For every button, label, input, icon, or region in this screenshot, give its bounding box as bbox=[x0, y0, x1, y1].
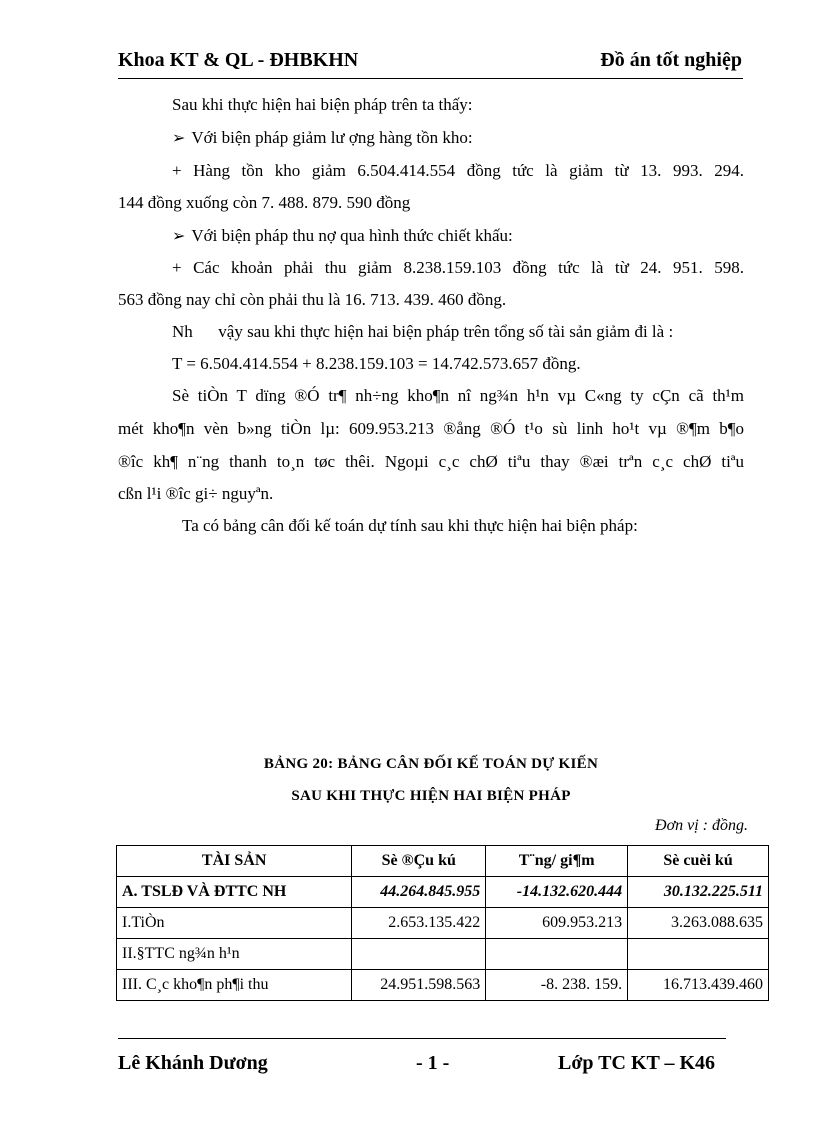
balance-sheet-table bbox=[116, 845, 769, 1001]
opening-value: 2.653.135.422 bbox=[352, 908, 486, 939]
change-value bbox=[486, 939, 628, 970]
garbled-paragraph-line-4: cßn l¹i ®îc gi÷ nguyªn. bbox=[118, 484, 274, 503]
col-header-opening: Sè ®Çu kú bbox=[352, 846, 486, 877]
table-row bbox=[117, 939, 769, 970]
receivables-detail-line-2: 563 đồng nay chỉ còn phải thu là 16. 713. 439. 460 đồng. bbox=[118, 290, 507, 309]
footer-class: Lớp TC KT – K46 bbox=[558, 1052, 716, 1074]
closing-value bbox=[628, 939, 769, 970]
table-row bbox=[117, 970, 769, 1001]
table-title-line-1: BẢNG 20: BẢNG CÂN ĐỐI KẾ TOÁN DỰ KIẾN bbox=[263, 756, 599, 772]
garbled-paragraph-line-2: mét kho¶n vèn b»ng tiÒn lµ: 609.953.213 ®ång ®Ó t¹o sù linh ho¹t vµ ®¶m b¶o bbox=[118, 419, 744, 438]
opening-value bbox=[352, 939, 486, 970]
table-row bbox=[117, 908, 769, 939]
col-header-closing: Sè cuèi kú bbox=[628, 846, 769, 877]
closing-value: 3.263.088.635 bbox=[628, 908, 769, 939]
header-department: Khoa KT & QL - ĐHBKHN bbox=[118, 49, 359, 71]
unit-label: Đơn vị : đồng. bbox=[655, 817, 748, 834]
equation-line: T = 6.504.414.554 + 8.238.159.103 = 14.742.573.657 đồng. bbox=[172, 354, 581, 373]
col-header-assets: TÀI SẢN bbox=[117, 846, 352, 877]
row-label: III. C¸c kho¶n ph¶i thu bbox=[117, 970, 352, 1001]
header-doc-type: Đồ án tốt nghiệp bbox=[600, 49, 742, 71]
row-label: I.TiÒn bbox=[117, 908, 352, 939]
bullet-inventory bbox=[172, 128, 473, 148]
garbled-paragraph-line-1: Sè tiÒn T dïng ®Ó tr¶ nh÷ng kho¶n nî ng¾n h¹n vµ C«ng ty cÇn cã th¹m bbox=[172, 386, 744, 405]
total-decrease-line: Nh vậy sau khi thực hiện hai biện pháp trên tổng số tài sản giảm đi là : bbox=[172, 322, 674, 341]
arrow-bullet-icon: ➢ bbox=[172, 228, 186, 245]
garbled-paragraph-line-3: ®îc kh¶ n¨ng thanh to¸n tøc thêi. Ngoµi c¸c chØ tiªu thay ®æi trªn c¸c chØ tiªu bbox=[118, 452, 744, 471]
inventory-detail-line-2: 144 đồng xuống còn 7. 488. 879. 590 đồng bbox=[118, 193, 411, 212]
opening-value: 44.264.845.955 bbox=[352, 877, 486, 908]
col-header-change: T¨ng/ gi¶m bbox=[486, 846, 628, 877]
intro-line: Sau khi thực hiện hai biện pháp trên ta thấy: bbox=[172, 95, 473, 114]
table-intro-line: Ta có bảng cân đối kế toán dự tính sau khi thực hiện hai biện pháp: bbox=[182, 516, 638, 535]
row-label: A. TSLĐ VÀ ĐTTC NH bbox=[117, 877, 352, 908]
receivables-detail-line-1: + Các khoản phải thu giảm 8.238.159.103 đồng tức là từ 24. 951. 598. bbox=[172, 258, 744, 277]
table-header-row bbox=[117, 846, 769, 877]
footer-author: Lê Khánh Dương bbox=[118, 1052, 268, 1074]
opening-value: 24.951.598.563 bbox=[352, 970, 486, 1001]
closing-value: 16.713.439.460 bbox=[628, 970, 769, 1001]
footer-rule bbox=[118, 1038, 726, 1039]
row-label: II.§TTC ng¾n h¹n bbox=[117, 939, 352, 970]
change-value: 609.953.213 bbox=[486, 908, 628, 939]
bullet-receivables bbox=[172, 226, 513, 246]
table-title-line-2: SAU KHI THỰC HIỆN HAI BIỆN PHÁP bbox=[291, 788, 571, 804]
inventory-detail-line-1: + Hàng tồn kho giảm 6.504.414.554 đồng tức là giảm từ 13. 993. 294. bbox=[172, 161, 744, 180]
bullet-inventory-text: Với biện pháp giảm lư ợng hàng tồn kho: bbox=[191, 128, 473, 147]
bullet-receivables-text: Với biện pháp thu nợ qua hình thức chiết khấu: bbox=[191, 226, 513, 245]
table-row bbox=[117, 877, 769, 908]
change-value: -8. 238. 159. bbox=[486, 970, 628, 1001]
footer-page-number: - 1 - bbox=[416, 1052, 450, 1074]
arrow-bullet-icon: ➢ bbox=[172, 130, 186, 147]
change-value: -14.132.620.444 bbox=[486, 877, 628, 908]
closing-value: 30.132.225.511 bbox=[628, 877, 769, 908]
header-rule bbox=[118, 78, 743, 79]
